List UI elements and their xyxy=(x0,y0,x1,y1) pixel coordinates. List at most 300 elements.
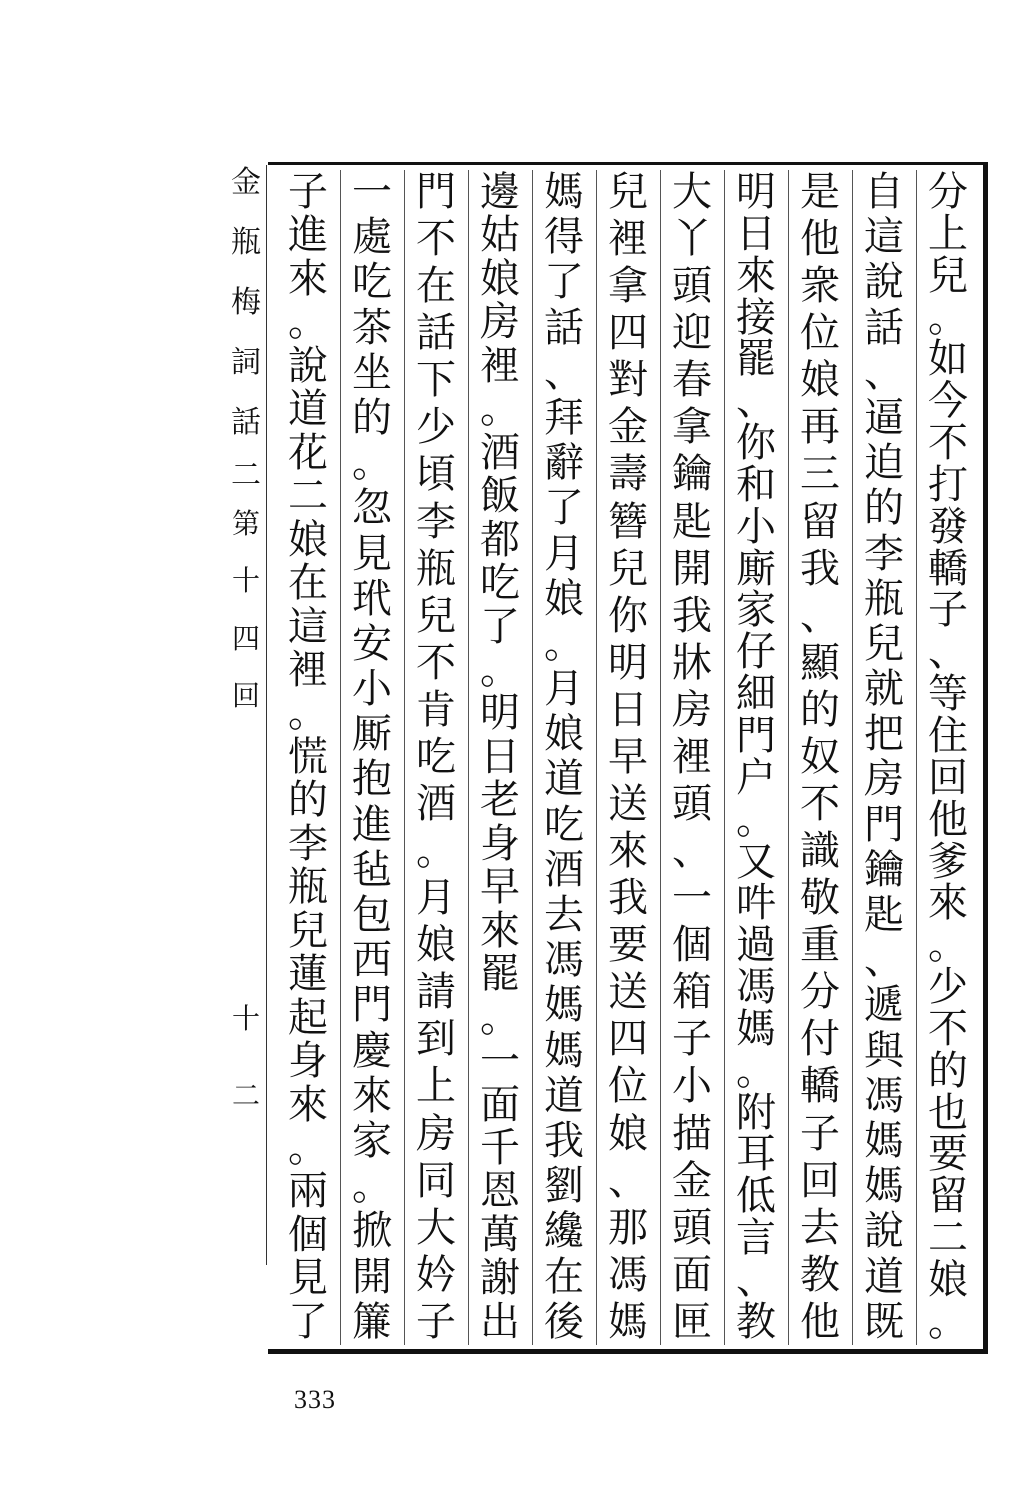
text-char: 在 xyxy=(544,1253,584,1300)
text-char: 姑 xyxy=(480,212,520,259)
text-char: 教 xyxy=(800,1251,840,1298)
text-char: 的 xyxy=(288,777,328,824)
text-char: 肯 xyxy=(416,686,456,733)
text-char: 接 xyxy=(736,294,776,341)
text-char: 兩 xyxy=(288,1168,328,1215)
text-char: 開 xyxy=(352,1253,392,1300)
text-char: 耳 xyxy=(736,1131,776,1178)
text-char: 你 xyxy=(736,420,776,467)
text-char: 分 xyxy=(928,169,968,215)
text-char: 回 xyxy=(928,754,968,801)
text-char: 不 xyxy=(928,1005,968,1052)
text-char: 娘 xyxy=(288,516,328,563)
text-char: 兒 xyxy=(288,907,328,954)
text-char: 我 xyxy=(608,875,648,922)
text-char: 教 xyxy=(736,1298,776,1345)
chapter-label xyxy=(228,507,264,712)
volume-number: 二 xyxy=(231,458,261,493)
text-char: 敬 xyxy=(800,875,840,922)
text-char: 過 xyxy=(736,922,776,969)
text-char: 來 xyxy=(288,255,328,302)
text-char: 房 xyxy=(416,1110,456,1157)
text-char: 馮 xyxy=(736,964,776,1011)
text-char: 吃 xyxy=(544,801,584,848)
text-char: 。 xyxy=(416,828,456,875)
text-char: 罷 xyxy=(736,336,776,383)
text-char: 門 xyxy=(736,712,776,759)
text-char: 在 xyxy=(416,263,456,310)
text-char: 。 xyxy=(352,440,392,487)
text-char: 來 xyxy=(480,907,520,954)
text-column xyxy=(410,169,462,1345)
text-char: 我 xyxy=(800,545,840,592)
text-char: 壽 xyxy=(608,451,648,498)
text-char: 忽 xyxy=(352,485,392,532)
text-char: 小 xyxy=(672,1063,712,1110)
leaf-number xyxy=(228,1002,264,1112)
text-column xyxy=(858,169,910,1345)
text-char: 丫 xyxy=(672,216,712,263)
text-char: 道 xyxy=(544,1072,584,1119)
book-title xyxy=(228,165,264,440)
text-char: 家 xyxy=(736,587,776,634)
text-char: 、 xyxy=(672,828,712,875)
text-char: 和 xyxy=(736,461,776,508)
text-char: 玳 xyxy=(352,575,392,622)
text-char: 自 xyxy=(864,169,904,215)
text-column xyxy=(922,169,974,1345)
text-char: 馮 xyxy=(608,1251,648,1298)
text-char: 仔 xyxy=(736,629,776,676)
text-char: 箱 xyxy=(672,969,712,1016)
text-char: 大 xyxy=(416,1204,456,1251)
text-char: 把 xyxy=(864,711,904,758)
text-char: 慶 xyxy=(352,1027,392,1074)
text-char: 。 xyxy=(736,1047,776,1094)
text-char: 上 xyxy=(928,210,968,257)
text-char: 請 xyxy=(416,969,456,1016)
text-char: 酒 xyxy=(416,781,456,828)
text-char: 娘 xyxy=(800,357,840,404)
text-char: 既 xyxy=(864,1298,904,1345)
column-rule xyxy=(724,170,725,1345)
text-char: 馮 xyxy=(864,1072,904,1119)
text-char: 邊 xyxy=(480,169,520,215)
text-char: 去 xyxy=(544,892,584,938)
text-char: 了 xyxy=(288,1298,328,1345)
text-char: 廝 xyxy=(736,545,776,592)
text-char: 媽 xyxy=(736,1005,776,1052)
text-char: 轎 xyxy=(928,545,968,592)
column-rule xyxy=(468,170,469,1345)
text-char: 日 xyxy=(608,686,648,733)
text-char: 小 xyxy=(736,503,776,550)
text-char: 也 xyxy=(928,1089,968,1136)
text-char: 。 xyxy=(480,386,520,433)
text-char: 瓶 xyxy=(288,864,328,911)
text-char: 纔 xyxy=(544,1208,584,1255)
text-char: 位 xyxy=(608,1063,648,1110)
text-char: 去 xyxy=(800,1204,840,1251)
text-char: 娘 xyxy=(544,711,584,758)
text-char: 兒 xyxy=(928,252,968,299)
text-char: 子 xyxy=(800,1110,840,1157)
column-rule xyxy=(404,170,405,1345)
text-char: 。 xyxy=(352,1163,392,1210)
text-column xyxy=(730,169,782,1345)
text-char: 這 xyxy=(288,603,328,650)
text-char: 在 xyxy=(288,560,328,607)
text-char: 見 xyxy=(352,530,392,577)
text-column xyxy=(602,169,654,1345)
text-char: 李 xyxy=(864,530,904,577)
text-char: 話 xyxy=(864,304,904,351)
text-char: 留 xyxy=(928,1173,968,1220)
text-column xyxy=(666,169,718,1345)
text-char: 房 xyxy=(672,686,712,733)
text-char: 吃 xyxy=(480,560,520,607)
text-char: 住 xyxy=(928,712,968,759)
text-char: 二 xyxy=(288,473,328,520)
text-char: 。 xyxy=(480,646,520,693)
text-char: 兒 xyxy=(608,545,648,592)
text-char: 回 xyxy=(800,1157,840,1204)
text-char: 安 xyxy=(352,620,392,667)
text-char: 不 xyxy=(416,639,456,686)
text-char: 的 xyxy=(928,1047,968,1094)
text-char: 四 xyxy=(608,310,648,357)
text-char: 都 xyxy=(480,516,520,563)
text-char: 開 xyxy=(672,545,712,592)
text-char: 上 xyxy=(416,1063,456,1110)
text-char: 、 xyxy=(736,378,776,425)
text-char: 說 xyxy=(288,342,328,389)
text-char: 少 xyxy=(928,964,968,1011)
text-char: 顯 xyxy=(800,639,840,686)
text-char: 個 xyxy=(288,1211,328,1258)
text-char: 蓮 xyxy=(288,951,328,998)
text-char: 一 xyxy=(480,1038,520,1085)
chapter-char: 十 xyxy=(231,564,260,598)
text-char: 他 xyxy=(800,1298,840,1345)
text-char: 老 xyxy=(480,777,520,824)
text-char: 道 xyxy=(288,386,328,433)
text-char: 兒 xyxy=(416,592,456,639)
text-char: 發 xyxy=(928,503,968,550)
column-rule xyxy=(532,170,533,1345)
text-column xyxy=(538,169,590,1345)
text-char: 劉 xyxy=(544,1163,584,1210)
title-char: 話 xyxy=(231,405,261,440)
text-char: 來 xyxy=(736,252,776,299)
text-char: 媽 xyxy=(544,169,584,215)
text-char: 匙 xyxy=(864,892,904,938)
text-char: 的 xyxy=(864,485,904,532)
text-char: 簾 xyxy=(352,1298,392,1345)
text-char: 娘 xyxy=(416,922,456,969)
text-char: 了 xyxy=(480,603,520,650)
text-char: 子 xyxy=(672,1016,712,1063)
text-char: 了 xyxy=(544,485,584,532)
text-char: 迎 xyxy=(672,310,712,357)
text-char: 來 xyxy=(928,880,968,927)
text-char: 簪 xyxy=(608,498,648,545)
text-char: 抱 xyxy=(352,756,392,803)
text-char: 迫 xyxy=(864,440,904,487)
text-char: 大 xyxy=(672,169,712,215)
text-char: 、 xyxy=(736,1256,776,1303)
text-char: 早 xyxy=(480,864,520,911)
text-char: 。 xyxy=(928,1298,968,1345)
text-char: 起 xyxy=(288,994,328,1041)
text-char: 不 xyxy=(416,216,456,263)
text-char: 裡 xyxy=(288,646,328,693)
text-char: 罷 xyxy=(480,951,520,998)
text-char: 進 xyxy=(352,801,392,848)
text-char: 子 xyxy=(928,587,968,634)
text-char: 妗 xyxy=(416,1251,456,1298)
text-char: 一 xyxy=(672,875,712,922)
text-char: 西 xyxy=(352,937,392,984)
text-char: 道 xyxy=(864,1253,904,1300)
title-char: 梅 xyxy=(231,285,261,320)
text-char: 坐 xyxy=(352,349,392,396)
text-char: 附 xyxy=(736,1089,776,1136)
text-char: 金 xyxy=(672,1157,712,1204)
text-char: 。 xyxy=(288,299,328,346)
text-char: 描 xyxy=(672,1110,712,1157)
text-char: 鑰 xyxy=(864,846,904,893)
text-char: 我 xyxy=(672,592,712,639)
text-char: 道 xyxy=(544,756,584,803)
text-char: 留 xyxy=(800,498,840,545)
text-char: 金 xyxy=(608,404,648,451)
text-char: 兒 xyxy=(608,169,648,215)
text-char: 子 xyxy=(288,169,328,215)
text-char: 來 xyxy=(608,828,648,875)
text-char: 月 xyxy=(416,875,456,922)
text-char: 他 xyxy=(928,796,968,843)
text-char: 身 xyxy=(480,820,520,867)
text-char: 日 xyxy=(736,210,776,257)
text-char: 奴 xyxy=(800,733,840,780)
text-char: 房 xyxy=(480,299,520,346)
text-char: 頃 xyxy=(416,451,456,498)
text-char: 少 xyxy=(416,404,456,451)
column-rule xyxy=(660,170,661,1345)
text-char: 裡 xyxy=(672,733,712,780)
text-char: 話 xyxy=(416,310,456,357)
text-char: 拿 xyxy=(608,263,648,310)
text-char: 下 xyxy=(416,357,456,404)
text-char: 不 xyxy=(928,420,968,467)
column-rule xyxy=(788,170,789,1345)
text-char: 我 xyxy=(544,1117,584,1164)
text-char: 慌 xyxy=(288,733,328,780)
text-char: 說 xyxy=(864,1208,904,1255)
text-char: 頭 xyxy=(672,263,712,310)
text-char: 、 xyxy=(864,349,904,396)
text-char: 對 xyxy=(608,357,648,404)
text-char: 這 xyxy=(864,214,904,261)
text-char: 早 xyxy=(608,733,648,780)
text-char: 出 xyxy=(480,1298,520,1345)
text-char: 媽 xyxy=(864,1117,904,1164)
text-char: 娘 xyxy=(544,575,584,622)
text-char: 媽 xyxy=(544,982,584,1029)
text-char: 的 xyxy=(800,686,840,733)
text-char: 月 xyxy=(544,666,584,713)
text-char: 頭 xyxy=(672,1204,712,1251)
text-char: 花 xyxy=(288,429,328,476)
text-char: 、 xyxy=(800,592,840,639)
text-char: 千 xyxy=(480,1124,520,1171)
text-char: 與 xyxy=(864,1027,904,1074)
text-char: 媽 xyxy=(608,1298,648,1345)
text-char: 媽 xyxy=(544,1027,584,1074)
text-char: 轎 xyxy=(800,1063,840,1110)
text-char: 又 xyxy=(736,838,776,885)
column-rule xyxy=(852,170,853,1345)
text-char: 等 xyxy=(928,671,968,718)
chapter-char: 第 xyxy=(231,507,260,540)
text-char: 門 xyxy=(416,169,456,215)
title-char: 詞 xyxy=(231,345,261,380)
text-char: 面 xyxy=(672,1251,712,1298)
text-char: 包 xyxy=(352,892,392,938)
text-char: 打 xyxy=(928,461,968,508)
text-char: 同 xyxy=(416,1157,456,1204)
text-char: 那 xyxy=(608,1204,648,1251)
text-char: 瓶 xyxy=(864,575,904,622)
text-char: 小 xyxy=(352,666,392,713)
text-char: 二 xyxy=(928,1215,968,1262)
text-char: 萬 xyxy=(480,1211,520,1258)
text-char: 月 xyxy=(544,530,584,577)
text-char: 言 xyxy=(736,1215,776,1262)
text-char: 得 xyxy=(544,214,584,261)
text-char: 送 xyxy=(608,969,648,1016)
text-char: 不 xyxy=(800,781,840,828)
text-column xyxy=(794,169,846,1345)
text-char: 衆 xyxy=(800,263,840,310)
text-char: 飯 xyxy=(480,473,520,520)
text-char: 話 xyxy=(544,304,584,351)
text-char: 鑰 xyxy=(672,451,712,498)
text-char: 他 xyxy=(800,216,840,263)
text-char: 。 xyxy=(288,690,328,737)
text-char: 吃 xyxy=(416,733,456,780)
column-rule xyxy=(916,170,917,1345)
text-column xyxy=(282,169,334,1345)
text-char: 、 xyxy=(608,1157,648,1204)
text-char: 處 xyxy=(352,214,392,261)
text-char: 是 xyxy=(800,169,840,215)
text-char: 娘 xyxy=(480,255,520,302)
text-char: 掀 xyxy=(352,1208,392,1255)
text-char: 拿 xyxy=(672,404,712,451)
text-char: 來 xyxy=(288,1081,328,1128)
text-char: 低 xyxy=(736,1173,776,1220)
text-char: 毡 xyxy=(352,846,392,893)
text-char: 。 xyxy=(480,994,520,1041)
text-char: 户 xyxy=(736,754,776,801)
text-char: 三 xyxy=(800,451,840,498)
text-char: 要 xyxy=(928,1131,968,1178)
text-char: 。 xyxy=(544,620,584,667)
text-char: 。 xyxy=(736,796,776,843)
text-char: 娘 xyxy=(928,1256,968,1303)
text-char: 今 xyxy=(928,378,968,425)
text-char: 房 xyxy=(864,756,904,803)
text-char: 瓶 xyxy=(416,545,456,592)
text-char: 明 xyxy=(480,690,520,737)
text-char: 門 xyxy=(352,982,392,1029)
text-char: 明 xyxy=(608,639,648,686)
text-char: 吃 xyxy=(352,259,392,306)
text-column xyxy=(346,169,398,1345)
text-char: 酒 xyxy=(480,429,520,476)
text-char: 位 xyxy=(800,310,840,357)
text-char: 再 xyxy=(800,404,840,451)
text-char: 付 xyxy=(800,1016,840,1063)
text-char: 媽 xyxy=(864,1163,904,1210)
text-char: 送 xyxy=(608,781,648,828)
text-char: 厮 xyxy=(352,711,392,758)
column-rule xyxy=(340,170,341,1345)
text-char: 四 xyxy=(608,1016,648,1063)
title-char: 瓶 xyxy=(231,225,261,260)
text-char: 來 xyxy=(352,1072,392,1119)
text-char: 重 xyxy=(800,922,840,969)
text-char: 辭 xyxy=(544,440,584,487)
text-char: 謝 xyxy=(480,1255,520,1302)
text-char: 匣 xyxy=(672,1298,712,1345)
text-char: 恩 xyxy=(480,1168,520,1215)
text-char: 馮 xyxy=(544,937,584,984)
text-char: 李 xyxy=(416,498,456,545)
text-column xyxy=(474,169,526,1345)
chapter-char: 四 xyxy=(231,621,260,655)
text-char: 進 xyxy=(288,212,328,259)
text-char: 、 xyxy=(864,937,904,984)
text-char: 你 xyxy=(608,592,648,639)
text-char: 頭 xyxy=(672,781,712,828)
text-char: 分 xyxy=(800,969,840,1016)
text-char: 識 xyxy=(800,828,840,875)
text-char: 要 xyxy=(608,922,648,969)
text-char: 春 xyxy=(672,357,712,404)
text-char: 門 xyxy=(864,801,904,848)
text-char: 爹 xyxy=(928,838,968,885)
text-char: 、 xyxy=(544,349,584,396)
text-char: 的 xyxy=(352,394,392,441)
text-char: 面 xyxy=(480,1081,520,1128)
text-char: 到 xyxy=(416,1016,456,1063)
text-char: 了 xyxy=(544,259,584,306)
text-char: 牀 xyxy=(672,639,712,686)
text-char: 裡 xyxy=(480,342,520,389)
text-char: 個 xyxy=(672,922,712,969)
leaf-char: 二 xyxy=(231,1079,260,1112)
text-char: 逼 xyxy=(864,394,904,441)
text-char: 說 xyxy=(864,259,904,306)
chapter-char: 回 xyxy=(231,678,260,712)
text-char: 後 xyxy=(544,1298,584,1345)
text-char: 一 xyxy=(352,169,392,215)
text-char: 李 xyxy=(288,820,328,867)
title-char: 金 xyxy=(231,165,261,200)
